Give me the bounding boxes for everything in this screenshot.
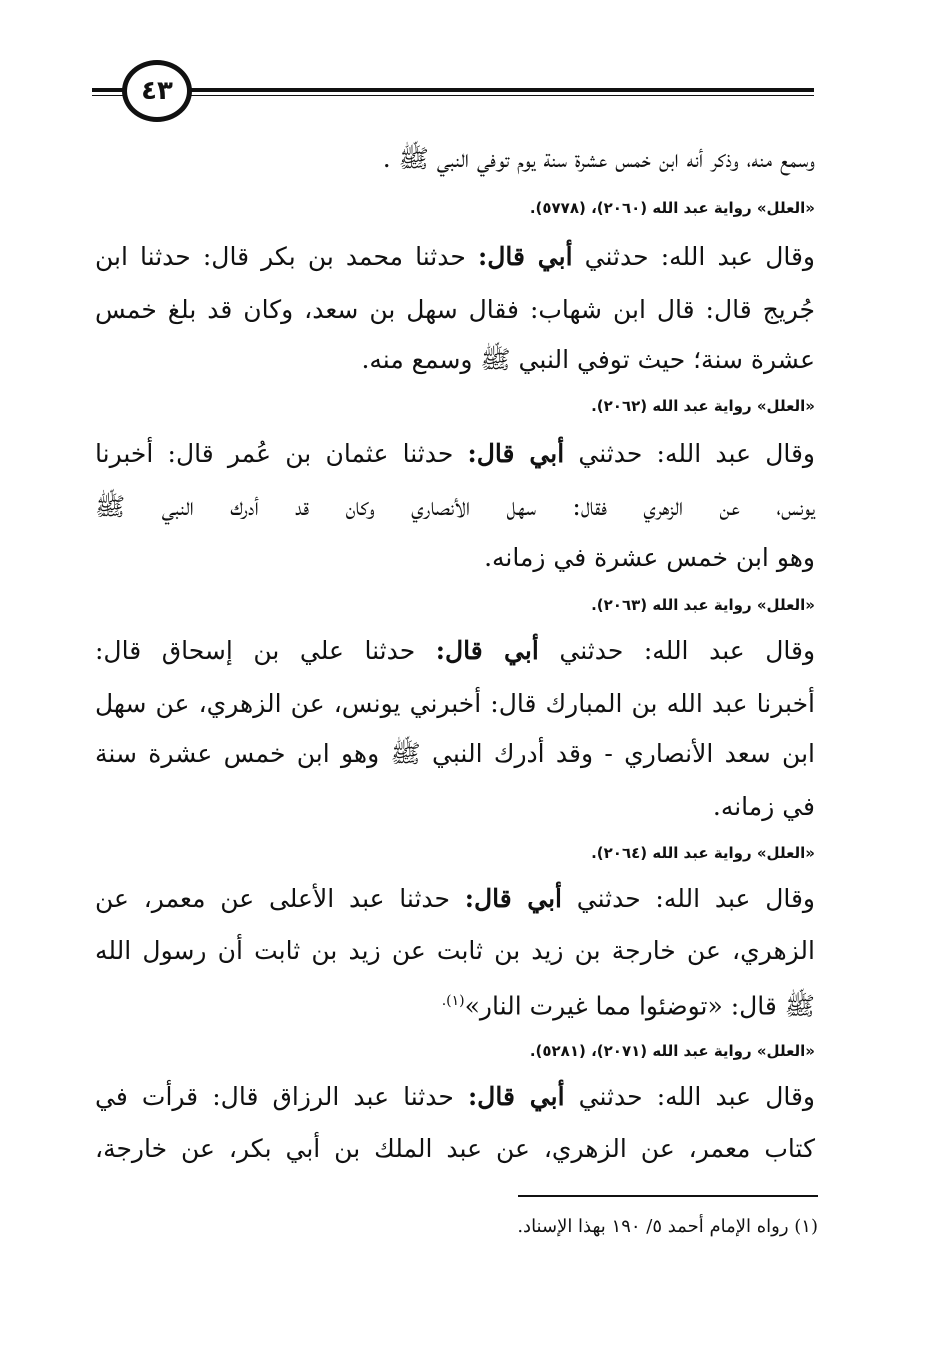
lead-bold-text: أبي قال: — [467, 1082, 565, 1111]
line-rest: حدثنا علي بن إسحاق قال: — [95, 636, 416, 665]
text-line: أخبرنا عبد الله بن المبارك قال: أخبرني يونس، عن الزهري، عن سهل — [95, 689, 815, 718]
line-text: ﷺ قال: «توضئوا مما غيرت النار» — [464, 991, 815, 1021]
text-line: وسمع منه، وذكر أنه ابن خمس عشرة سنة يوم توفي النبي ﷺ . — [382, 144, 815, 173]
footnote-separator — [518, 1195, 818, 1197]
footnote-text: رواه الإمام أحمد ٥/ ١٩٠ بهذا الإسناد. — [517, 1216, 789, 1237]
footnote-marker: (١). — [441, 993, 465, 1009]
reference-citation: «العلل» رواية عبد الله (٢٠٦٤). — [591, 844, 815, 862]
text-line: كتاب معمر، عن الزهري، عن عبد الملك بن أبي بكر، عن خارجة، — [95, 1134, 815, 1163]
footnote-number: (١) — [794, 1216, 818, 1237]
lead-bold-text: أبي قال: — [477, 242, 573, 271]
text-line: يونس، عن الزهري فقال: سهل الأنصاري وكان قد أدرك النبي ﷺ — [95, 492, 815, 521]
footnote — [95, 1214, 818, 1240]
lead-text: وقال عبد الله: حدثني — [578, 439, 815, 468]
page-number: ٤٣ — [122, 60, 192, 122]
reference-citation: «العلل» رواية عبد الله (٢٠٦٠)، (٥٧٧٨). — [529, 199, 815, 217]
text-line: جُريج قال: قال ابن شهاب: فقال سهل بن سعد، وكان قد بلغ خمس — [95, 295, 815, 324]
line-rest: حدثنا عبد الأعلى عن معمر، عن — [95, 884, 450, 913]
text-line: ابن سعد الأنصاري - وقد أدرك النبي ﷺ وهو ابن خمس عشرة سنة — [95, 739, 815, 768]
lead-text: وقال عبد الله: حدثني — [576, 884, 816, 913]
text-line: وهو ابن خمس عشرة في زمانه. — [484, 543, 815, 572]
line-rest: حدثنا عثمان بن عُمر قال: أخبرنا — [95, 439, 454, 468]
text-line — [95, 634, 815, 668]
reference-citation: «العلل» رواية عبد الله (٢٠٦٢). — [591, 397, 815, 415]
text-line — [95, 984, 815, 1023]
line-rest: حدثنا عبد الرزاق قال: قرأت في — [95, 1082, 454, 1111]
text-line: عشرة سنة؛ حيث توفي النبي ﷺ وسمع منه. — [361, 345, 815, 374]
line-rest: حدثنا محمد بن بكر قال: حدثنا ابن — [95, 242, 466, 271]
lead-bold-text: أبي قال: — [435, 636, 539, 665]
lead-text: وقال عبد الله: حدثني — [584, 242, 815, 271]
text-line — [95, 882, 815, 916]
text-line — [95, 240, 815, 274]
lead-bold-text: أبي قال: — [467, 439, 565, 468]
lead-text: وقال عبد الله: حدثني — [578, 1082, 816, 1111]
text-line: في زمانه. — [712, 792, 815, 821]
text-line — [95, 437, 815, 471]
text-line — [95, 1080, 815, 1114]
text-line: الزهري، عن خارجة بن زيد بن ثابت عن زيد بن ثابت أن رسول الله — [95, 936, 815, 965]
lead-text: وقال عبد الله: حدثني — [559, 636, 816, 665]
main-text — [95, 0, 815, 1345]
reference-citation: «العلل» رواية عبد الله (٢٠٦٣). — [591, 596, 815, 614]
reference-citation: «العلل» رواية عبد الله (٢٠٧١)، (٥٢٨١). — [529, 1042, 815, 1060]
lead-bold-text: أبي قال: — [464, 884, 562, 913]
